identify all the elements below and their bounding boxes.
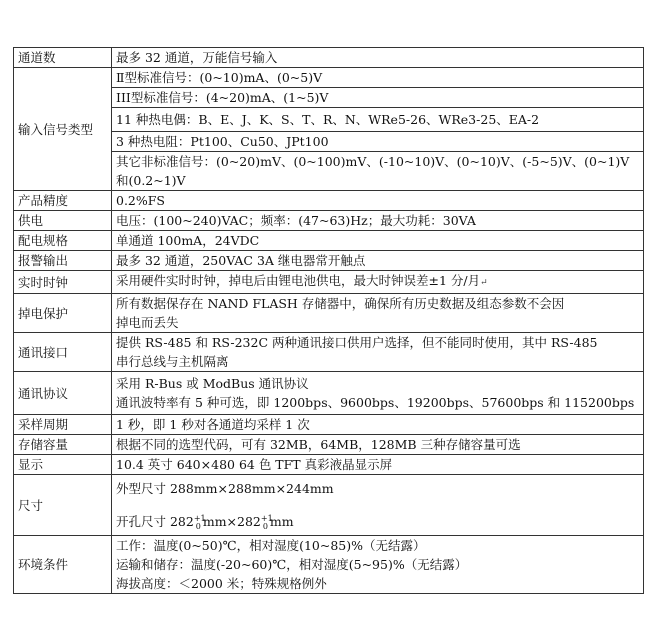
row-label: 采样周期	[14, 415, 112, 435]
row-value: 单通道 100mA，24VDC	[112, 231, 644, 251]
row-label: 实时时钟	[14, 271, 112, 294]
row-channels	[14, 48, 644, 68]
row-value	[112, 294, 644, 333]
value-line: 串行总线与主机隔离	[116, 354, 229, 369]
row-power	[14, 211, 644, 231]
row-label: 报警输出	[14, 251, 112, 271]
row-storage	[14, 435, 644, 455]
row-value: 最多 32 通道，万能信号输入	[112, 48, 644, 68]
value-line: 其它非标准信号：(0~20)mV、(0~100)mV、(-10~10)V、(0~10)V、(-5~5)V、(0~1)V	[116, 154, 630, 169]
tolerance: +1 0	[193, 513, 206, 531]
row-value: Ⅱ型标准信号：(0~10)mA、(0~5)V	[112, 68, 644, 88]
row-comm-interface	[14, 333, 644, 372]
row-label: 通讯协议	[14, 372, 112, 415]
row-value: 电压：(100~240)VAC；频率：(47~63)Hz；最大功耗：30VA	[112, 211, 644, 231]
row-value	[112, 475, 644, 536]
row-label: 掉电保护	[14, 294, 112, 333]
row-environment	[14, 536, 644, 594]
row-value	[112, 271, 644, 294]
row-value	[112, 333, 644, 372]
value-line: 提供 RS-485 和 RS-232C 两种通讯接口供用户选择，但不能同时使用，其中 RS-485	[116, 335, 598, 350]
row-alarm	[14, 251, 644, 271]
row-value: 1 秒，即 1 秒对各通道均采样 1 次	[112, 415, 644, 435]
outer-dimension: 外型尺寸 288mm×288mm×244mm	[116, 481, 334, 496]
value-line: 掉电而丢失	[116, 315, 179, 330]
row-label: 配电规格	[14, 231, 112, 251]
row-value: 10.4 英寸 640×480 64 色 TFT 真彩液晶显示屏	[112, 455, 644, 475]
cutout-dimension: 开孔尺寸 282 +1 0 mm×282 +1 0 mm	[116, 513, 294, 531]
row-label: 供电	[14, 211, 112, 231]
row-distribution	[14, 231, 644, 251]
row-value	[112, 536, 644, 594]
value-line: 采用 R-Bus 或 ModBus 通讯协议	[116, 376, 309, 391]
row-value: 11 种热电偶：B、E、J、K、S、T、R、N、WRe5-26、WRe3-25、EA-2	[112, 108, 644, 132]
row-label: 通道数	[14, 48, 112, 68]
row-dimensions	[14, 475, 644, 536]
row-input-type-1	[14, 68, 644, 88]
row-value: 根据不同的选型代码，可有 32MB，64MB，128MB 三种存储容量可选	[112, 435, 644, 455]
value-line: 采用硬件实时时钟，掉电后由锂电池供电，最大时钟误差±1 分/月	[116, 273, 481, 288]
row-comm-protocol	[14, 372, 644, 415]
row-label: 环境条件	[14, 536, 112, 594]
row-sampling	[14, 415, 644, 435]
row-value	[112, 372, 644, 415]
value-line: 海拔高度：＜2000 米；特殊规格例外	[116, 576, 327, 591]
spec-table	[13, 47, 644, 594]
value-line: 工作：温度(0~50)℃，相对湿度(10~85)%（无结露）	[116, 538, 426, 553]
row-value: III型标准信号：(4~20)mA、(1~5)V	[112, 88, 644, 108]
row-label: 显示	[14, 455, 112, 475]
row-value	[112, 152, 644, 191]
row-label: 产品精度	[14, 191, 112, 211]
value-line: 通讯波特率有 5 种可选，即 1200bps、9600bps、19200bps、57600bps 和 115200bps	[116, 395, 635, 410]
row-label: 输入信号类型	[14, 68, 112, 191]
value-line: 运输和储存：温度(-20~60)℃，相对湿度(5~95)%（无结露）	[116, 557, 468, 572]
tolerance: +1 0	[260, 513, 273, 531]
row-label: 存储容量	[14, 435, 112, 455]
row-accuracy	[14, 191, 644, 211]
row-clock	[14, 271, 644, 294]
value-line: 和(0.2~1)V	[116, 173, 186, 188]
row-power-loss	[14, 294, 644, 333]
value-line: 所有数据保存在 NAND FLASH 存储器中，确保所有历史数据及组态参数不会因	[116, 296, 565, 311]
row-label: 通讯接口	[14, 333, 112, 372]
row-value: 0.2%FS	[112, 191, 644, 211]
return-mark-icon: ↵	[480, 278, 488, 288]
row-label: 尺寸	[14, 475, 112, 536]
row-display	[14, 455, 644, 475]
row-value: 最多 32 通道，250VAC 3A 继电器常开触点	[112, 251, 644, 271]
row-value: 3 种热电阻：Pt100、Cu50、JPt100	[112, 132, 644, 152]
